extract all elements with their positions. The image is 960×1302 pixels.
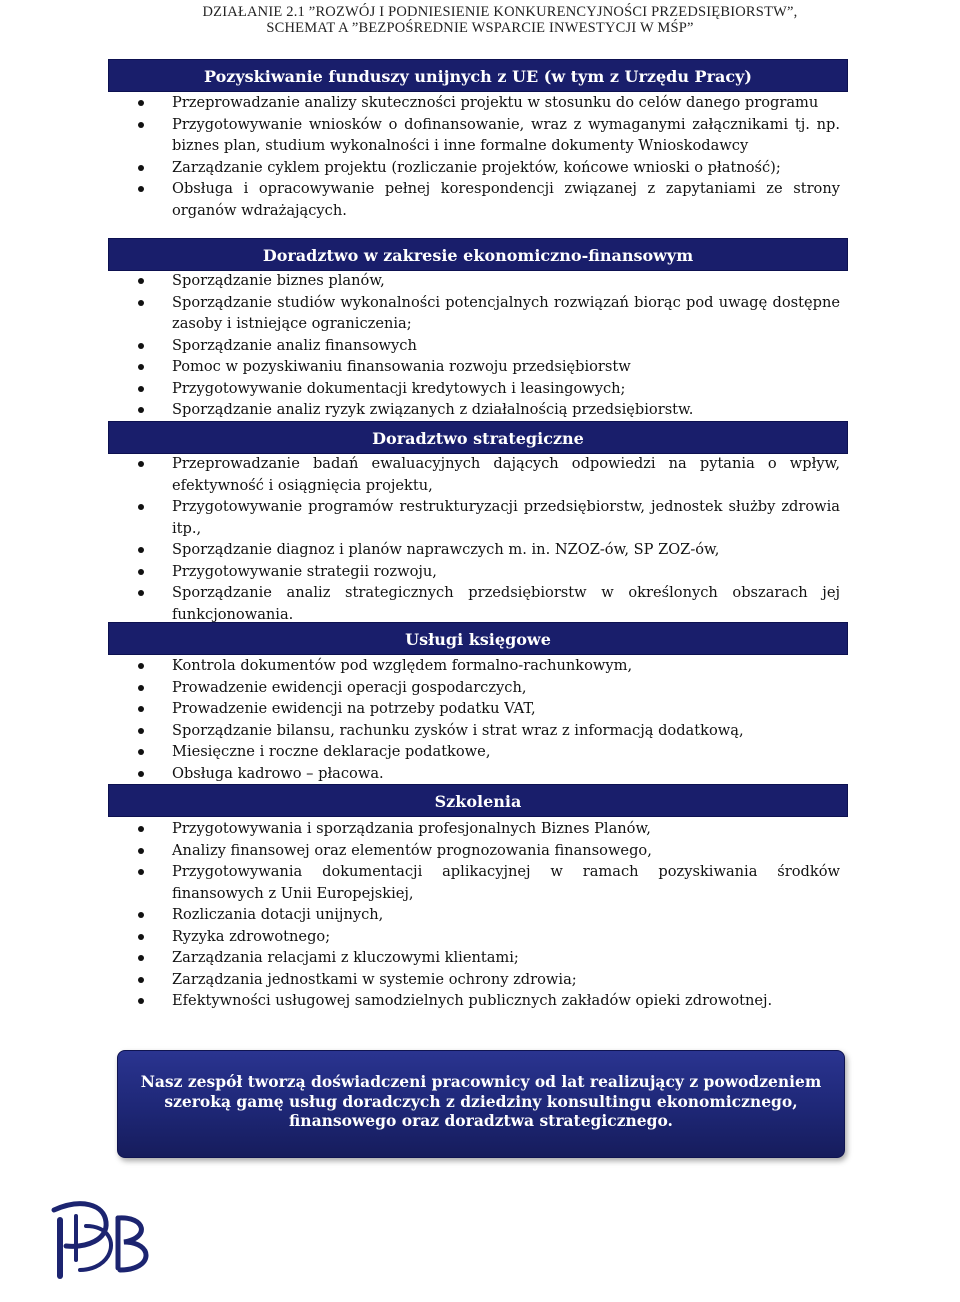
list-item: Przeprowadzanie badań ewaluacyjnych dających odpowiedzi na pytania o wpływ, efektywność i osiągnięcia projektu,	[118, 453, 840, 496]
list-item: Przygotowywanie programów restrukturyzacji przedsiębiorstw, jednostek służby zdrowia itp.,	[118, 496, 840, 539]
list-item: Przygotowywania dokumentacji aplikacyjnej w ramach pozyskiwania środków finansowych z Unii Europejskiej,	[118, 861, 840, 904]
list-item: Przygotowywanie dokumentacji kredytowych i leasingowych;	[118, 378, 840, 400]
section-list-trainings	[118, 818, 840, 1012]
list-item: Zarządzania relacjami z kluczowymi klientami;	[118, 947, 840, 969]
section-title-economic-advisory: Doradztwo w zakresie ekonomiczno-finansowym	[108, 238, 848, 271]
section-title-accounting: Usługi księgowe	[108, 622, 848, 655]
list-item: Sporządzanie biznes planów,	[118, 270, 840, 292]
list-item: Rozliczania dotacji unijnych,	[118, 904, 840, 926]
list-item: Prowadzenie ewidencji operacji gospodarczych,	[118, 677, 840, 699]
list-item: Analizy finansowej oraz elementów prognozowania finansowego,	[118, 840, 840, 862]
document-header	[0, 4, 960, 36]
list-item: Miesięczne i roczne deklaracje podatkowe,	[118, 741, 840, 763]
section-list-eu-funds	[118, 92, 840, 221]
header-line-2: SCHEMAT A ”BEZPOŚREDNIE WSPARCIE INWESTYCJI W MŚP”	[266, 20, 694, 36]
list-item: Przeprowadzanie analizy skuteczności projektu w stosunku do celów danego programu	[118, 92, 840, 114]
list-item: Sporządzanie studiów wykonalności potencjalnych rozwiązań biorąc pod uwagę dostępne zasoby i istniejące ograniczenia;	[118, 292, 840, 335]
list-item: Sporządzanie bilansu, rachunku zysków i strat wraz z informacją dodatkową,	[118, 720, 840, 742]
team-callout-box	[117, 1050, 845, 1158]
list-item: Przygotowywanie wniosków o dofinansowanie, wraz z wymaganymi załącznikami tj. np. biznes plan, studium wykonalności i inne formalne dokumenty Wnioskodawcy	[118, 114, 840, 157]
section-title-strategic-advisory: Doradztwo strategiczne	[108, 421, 848, 454]
section-title-trainings: Szkolenia	[108, 784, 848, 817]
section-list-accounting	[118, 655, 840, 784]
list-item: Sporządzanie analiz finansowych	[118, 335, 840, 357]
list-item: Kontrola dokumentów pod względem formalno-rachunkowym,	[118, 655, 840, 677]
section-list-strategic-advisory	[118, 453, 840, 625]
header-line-1: DZIAŁANIE 2.1 ”ROZWÓJ I PODNIESIENIE KONKURENCYJNOŚCI PRZEDSIĘBIORSTW”,	[202, 4, 798, 20]
list-item: Pomoc w pozyskiwaniu finansowania rozwoju przedsiębiorstw	[118, 356, 840, 378]
list-item: Efektywności usługowej samodzielnych publicznych zakładów opieki zdrowotnej.	[118, 990, 840, 1012]
list-item: Ryzyka zdrowotnego;	[118, 926, 840, 948]
list-item: Zarządzanie cyklem projektu (rozliczanie projektów, końcowe wnioski o płatność);	[118, 157, 840, 179]
pdb-logo	[46, 1190, 156, 1280]
list-item: Zarządzania jednostkami w systemie ochrony zdrowia;	[118, 969, 840, 991]
section-title-eu-funds: Pozyskiwanie funduszy unijnych z UE (w tym z Urzędu Pracy)	[108, 59, 848, 92]
list-item: Przygotowywania i sporządzania profesjonalnych Biznes Planów,	[118, 818, 840, 840]
list-item: Obsługa kadrowo – płacowa.	[118, 763, 840, 785]
list-item: Prowadzenie ewidencji na potrzeby podatku VAT,	[118, 698, 840, 720]
list-item: Obsługa i opracowywanie pełnej korespondencji związanej z zapytaniami ze strony organów wdrażających.	[118, 178, 840, 221]
list-item: Sporządzanie analiz strategicznych przedsiębiorstw w określonych obszarach jej funkcjonowania.	[118, 582, 840, 625]
section-list-economic-advisory	[118, 270, 840, 421]
callout-text: Nasz zespół tworzą doświadczeni pracownicy od lat realizujący z powodzeniem szeroką gamę usług doradczych z dziedziny konsultingu ekonomicznego, finansowego oraz doradztwa strategicznego.	[140, 1072, 822, 1130]
list-item: Przygotowywanie strategii rozwoju,	[118, 561, 840, 583]
list-item: Sporządzanie analiz ryzyk związanych z działalnością przedsiębiorstw.	[118, 399, 840, 421]
list-item: Sporządzanie diagnoz i planów naprawczych m. in. NZOZ-ów, SP ZOZ-ów,	[118, 539, 840, 561]
